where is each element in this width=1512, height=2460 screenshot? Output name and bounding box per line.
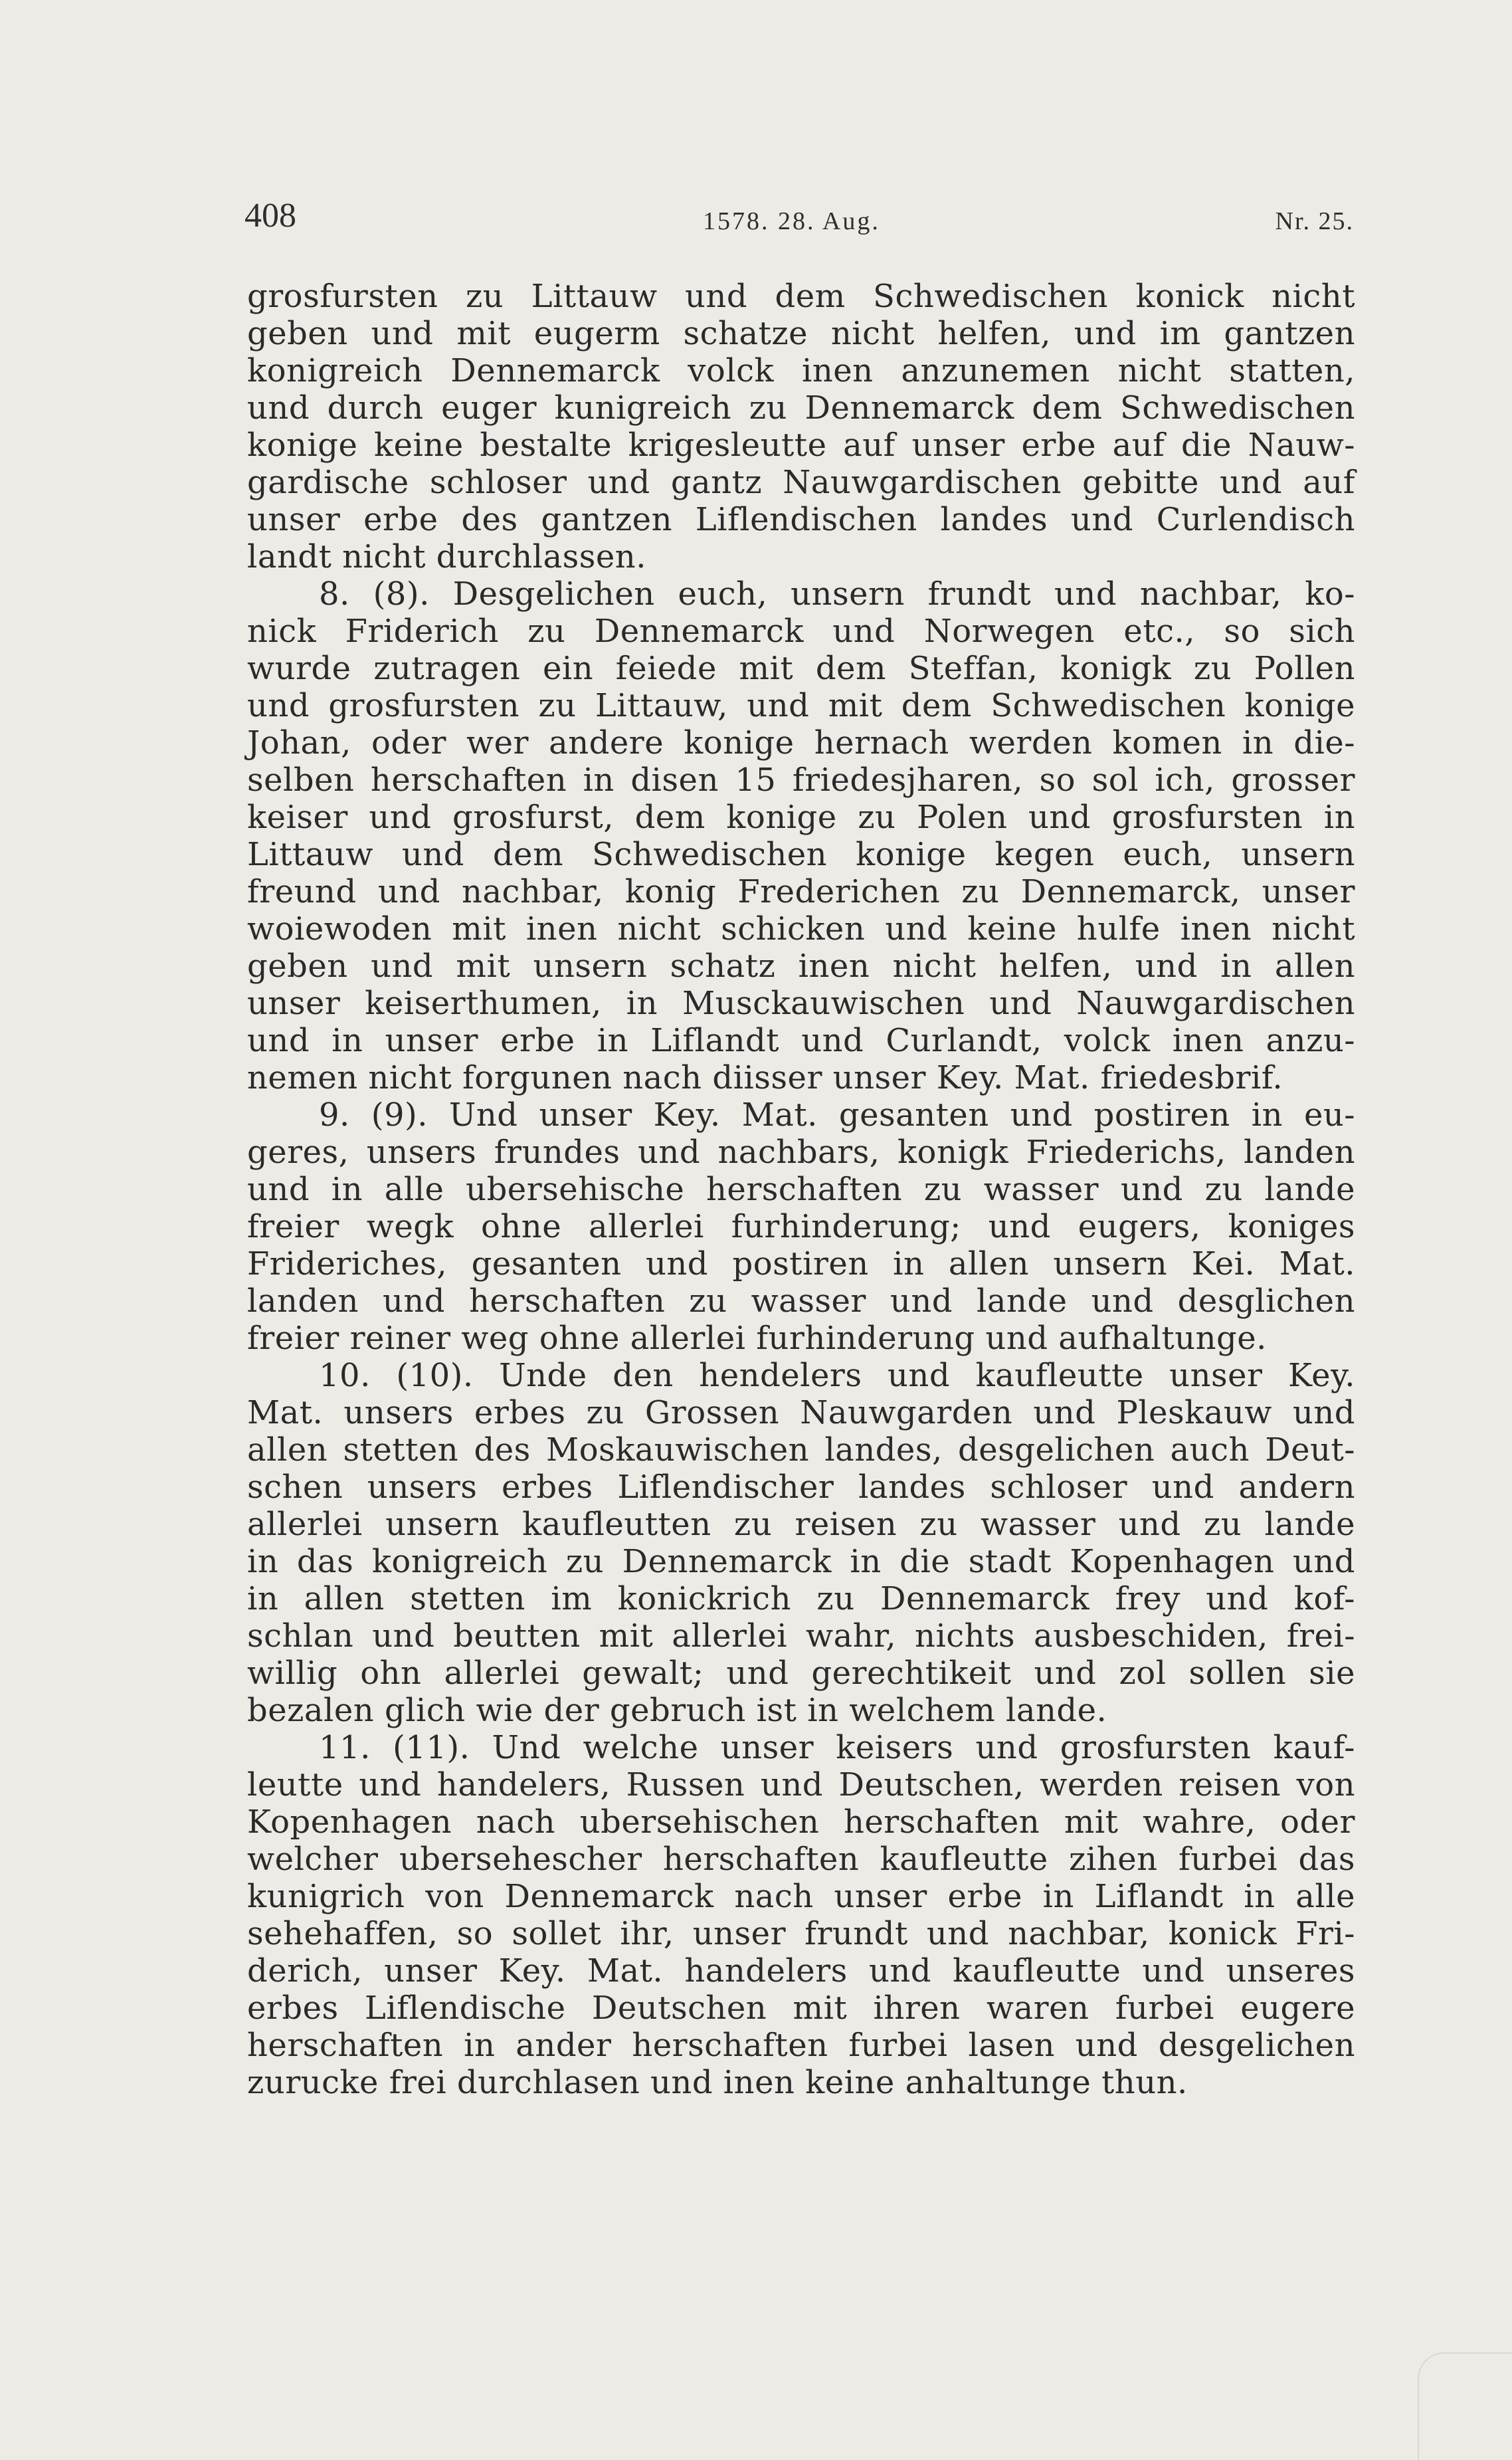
text-line: geben und mit eugerm schatze nicht helfen, und im gantzen: [247, 315, 1355, 352]
text-line: willig ohn allerlei gewalt; und gerechtikeit und zol sollen sie: [247, 1655, 1355, 1692]
body-text: [247, 278, 1355, 2101]
text-line: wurde zutragen ein feiede mit dem Steffan, konigk zu Pollen: [247, 650, 1355, 687]
text-line: herschaften in ander herschaften furbei lasen und desgelichen: [247, 2027, 1355, 2064]
text-line: Littauw und dem Schwedischen konige kegen euch, unsern: [247, 836, 1355, 873]
text-line: keiser und grosfurst, dem konige zu Polen und grosfursten in: [247, 799, 1355, 836]
text-line: in allen stetten im konickrich zu Dennemarck frey und kof-: [247, 1580, 1355, 1617]
text-line: landt nicht durchlassen.: [247, 538, 646, 575]
text-line: selben herschaften in disen 15 friedesjharen, so sol ich, grosser: [247, 762, 1355, 799]
text-line: und in alle ubersehische herschaften zu wasser und zu lande: [247, 1171, 1355, 1208]
text-line: derich, unser Key. Mat. handelers und kaufleutte und unseres: [247, 1952, 1355, 1990]
document-number: Nr. 25.: [1275, 207, 1354, 235]
text-line: in das konigreich zu Dennemarck in die stadt Kopenhagen und: [247, 1543, 1355, 1580]
text-line: nick Friderich zu Dennemarck und Norwegen etc., so sich: [247, 613, 1355, 650]
text-line: geres, unsers frundes und nachbars, konigk Friederichs, landen: [247, 1134, 1355, 1171]
text-line: schlan und beutten mit allerlei wahr, nichts ausbeschiden, frei-: [247, 1617, 1355, 1655]
text-line: Kopenhagen nach ubersehischen herschaften mit wahre, oder: [247, 1803, 1355, 1841]
text-line: 9. (9). Und unser Key. Mat. gesanten und postiren in eu-: [319, 1096, 1355, 1134]
text-line: 11. (11). Und welche unser keisers und grosfursten kauf-: [319, 1729, 1355, 1766]
text-line: schen unsers erbes Liflendischer landes schloser und andern: [247, 1469, 1355, 1506]
text-line: konigreich Dennemarck volck inen anzunemen nicht statten,: [247, 352, 1355, 389]
text-line: 10. (10). Unde den hendelers und kaufleutte unser Key.: [319, 1357, 1355, 1394]
text-line: und durch euger kunigreich zu Dennemarck dem Schwedischen: [247, 389, 1355, 427]
text-line: zurucke frei durchlasen und inen keine anhaltunge thun.: [247, 2064, 1188, 2101]
running-head: [244, 196, 1354, 243]
text-line: welcher ubersehescher herschaften kaufleutte zihen furbei das: [247, 1841, 1355, 1878]
text-line: nemen nicht forgunen nach diisser unser Key. Mat. friedesbrif.: [247, 1059, 1283, 1096]
text-line: unser erbe des gantzen Liflendischen landes und Curlendisch: [247, 501, 1355, 538]
text-line: unser keiserthumen, in Musckauwischen und Nauwgardischen: [247, 985, 1355, 1022]
text-line: Frideriches, gesanten und postiren in allen unsern Kei. Mat.: [247, 1245, 1355, 1282]
text-line: Johan, oder wer andere konige hernach werden komen in die-: [247, 724, 1355, 762]
text-line: kunigrich von Dennemarck nach unser erbe in Liflandt in alle: [247, 1878, 1355, 1915]
text-line: gardische schloser und gantz Nauwgardischen gebitte und auf: [247, 464, 1355, 501]
page-number: 408: [244, 197, 296, 235]
text-line: grosfursten zu Littauw und dem Schwedischen konick nicht: [247, 278, 1355, 315]
text-line: allerlei unsern kaufleutten zu reisen zu wasser und zu lande: [247, 1506, 1355, 1543]
text-line: bezalen glich wie der gebruch ist in welchem lande.: [247, 1692, 1107, 1729]
text-line: 8. (8). Desgelichen euch, unsern frundt und nachbar, ko-: [319, 575, 1355, 613]
text-line: leutte und handelers, Russen und Deutschen, werden reisen von: [247, 1766, 1355, 1803]
text-line: woiewoden mit inen nicht schicken und keine hulfe inen nicht: [247, 910, 1355, 948]
text-line: freund und nachbar, konig Frederichen zu Dennemarck, unser: [247, 873, 1355, 910]
header-date: 1578. 28. Aug.: [703, 207, 880, 235]
text-line: konige keine bestalte krigesleutte auf unser erbe auf die Nauw-: [247, 427, 1355, 464]
text-line: Mat. unsers erbes zu Grossen Nauwgarden und Pleskauw und: [247, 1394, 1355, 1431]
text-line: landen und herschaften zu wasser und lande und desglichen: [247, 1282, 1355, 1320]
text-line: und grosfursten zu Littauw, und mit dem Schwedischen konige: [247, 687, 1355, 724]
text-line: allen stetten des Moskauwischen landes, desgelichen auch Deut-: [247, 1431, 1355, 1469]
text-line: freier reiner weg ohne allerlei furhinderung und aufhaltunge.: [247, 1320, 1267, 1357]
text-line: geben und mit unsern schatz inen nicht helfen, und in allen: [247, 948, 1355, 985]
text-line: sehehaffen, so sollet ihr, unser frundt und nachbar, konick Fri-: [247, 1915, 1355, 1952]
text-line: und in unser erbe in Liflandt und Curlandt, volck inen anzu-: [247, 1022, 1355, 1059]
page-edge-mark: [1418, 2352, 1512, 2460]
text-line: erbes Liflendische Deutschen mit ihren waren furbei eugere: [247, 1990, 1355, 2027]
text-line: freier wegk ohne allerlei furhinderung; und eugers, koniges: [247, 1208, 1355, 1245]
